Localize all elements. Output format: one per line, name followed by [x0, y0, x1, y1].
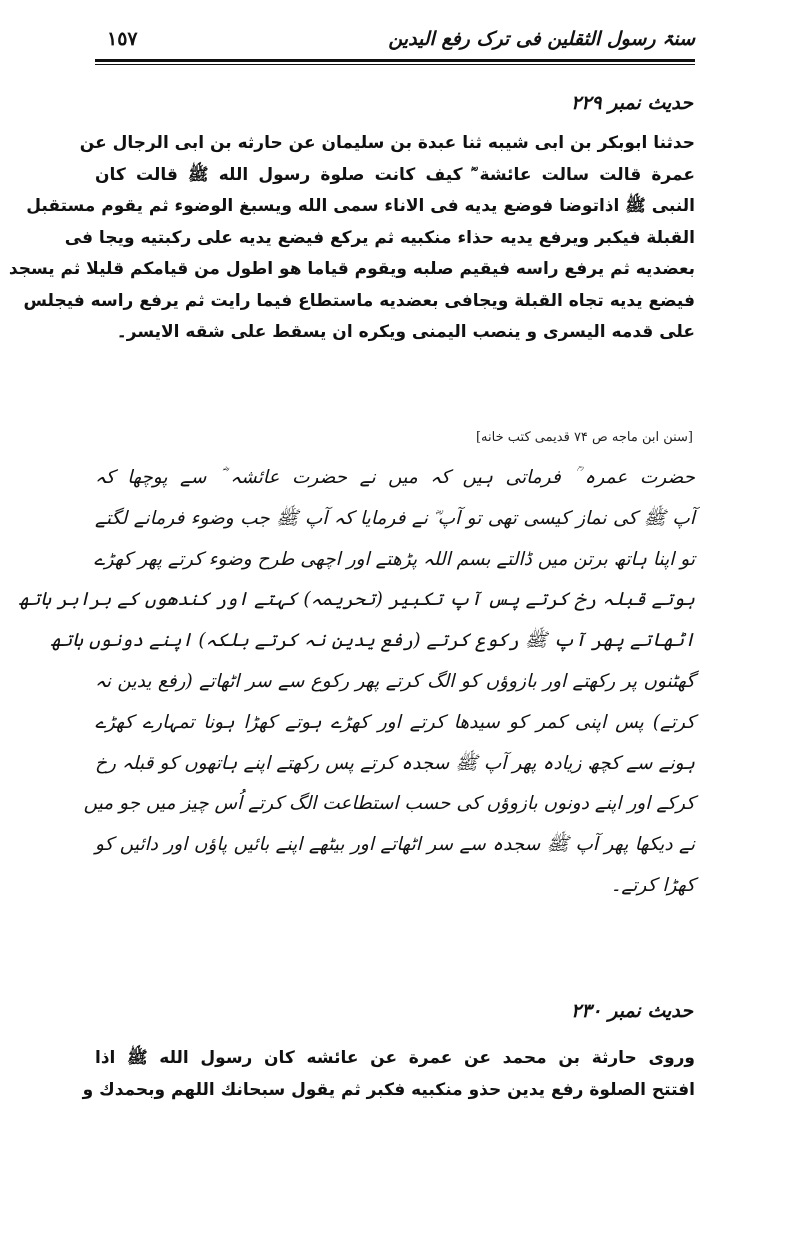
header-rule-thin [95, 64, 695, 65]
header-rule-thick [95, 59, 695, 62]
arabic-line: حدثنا ابوبکر بن ابی شیبه ثنا عبدة بن سليمان عن حارثه بن ابی الرجال عن [79, 133, 695, 153]
hadith-229-arabic-text [8, 128, 695, 349]
source-reference: [سنن ابن ماجه ص ۷۴ قدیمی کتب خانه] [475, 430, 693, 445]
hadith-229-heading: حدیث نمبر ۲۲۹ [570, 92, 693, 114]
running-title: سنۃ رسول الثقلین فی ترک رفع الیدین [388, 28, 695, 50]
urdu-line: کرتے) پس اپنی کمر کو سیدھا کرتے اور کھڑے ہوتے کھڑا ہونا تمہارے کھڑے [95, 711, 695, 733]
arabic-line: النبی ﷺ اذاتوضا فوضع یدیه فی الاناء سمی الله ویسبغ الوضوء ثم یقوم مستقبل [26, 196, 695, 216]
urdu-line: ہونے سے کچھ زیادہ پھر آپ ﷺ سجدہ کرتے پس رکھتے اپنے ہاتھوں کو قبلہ رخ [95, 752, 695, 774]
page-number: ١٥٧ [107, 28, 138, 50]
page-header [95, 26, 695, 56]
hadith-230-arabic-text [82, 1043, 695, 1106]
urdu-line: ہوتے قبلہ رخ کرتے پس آپ تکبیر (تحریمہ) کہتے اور کندھوں کے برابر ہاتھ [18, 589, 695, 611]
hadith-230-heading: حدیث نمبر ۲۳۰ [570, 1000, 693, 1022]
urdu-line: کرکے اور اپنے دونوں بازوؤں کی حسب استطاعت الگ کرتے اُس چیز میں جو میں [83, 793, 695, 815]
arabic-line: عمرة قالت سالت عائشة ؓ كيف كانت صلوة رسول الله ﷺ قالت كان [95, 164, 695, 185]
urdu-line: کھڑا کرتے۔ [610, 874, 695, 896]
urdu-line: آپ ﷺ کی نماز کیسی تھی تو آپ ؓ نے فرمایا کہ آپ ﷺ جب وضوء فرمانے لگتے [95, 507, 695, 529]
urdu-line: تو اپنا ہاتھ برتن میں ڈالتے بسم اللہ پڑھتے اور اچھی طرح وضوء کرتے پھر کھڑے [93, 548, 695, 570]
urdu-line: گھٹنوں پر رکھتے اور بازوؤں کو الگ کرتے پھر رکوع سے سر اٹھاتے (رفع یدین نہ [95, 670, 695, 692]
arabic-line: القبلة فيكبر ويرفع يديه حذاء منكبيه ثم يركع فيضع يديه على ركبتيه ويجا فی [64, 227, 695, 248]
arabic-line: على قدمه اليسرى و ينصب اليمنى ويكره ان يسقط على شقه الايسر۔ [116, 322, 695, 342]
hadith-229-urdu-translation [18, 458, 695, 907]
urdu-line: حضرت عمرہ ؒ فرماتی ہیں کہ میں نے حضرت عائشہ ؓ سے پوچھا کہ [95, 467, 695, 488]
arabic-line: وروی حارثة بن محمد عن عمرة عن عائشه كان رسول الله ﷺ اذا [95, 1048, 695, 1068]
urdu-line: اٹھاتے پھر آپ ﷺ رکوع کرتے (رفع یدین نہ کرتے بلکہ) اپنے دونوں ہاتھ [50, 630, 695, 652]
arabic-line: افتتح الصلوة رفع يدين حذو منكبيه فكبر ثم يقول سبحانك اللهم وبحمدك و [82, 1079, 695, 1100]
arabic-line: بعضديه ثم يرفع راسه فيقيم صلبه ويقوم قياما هو اطول من قيامكم قليلا ثم يسجد [8, 259, 695, 279]
urdu-line: نے دیکھا پھر آپ ﷺ سجدہ سے سر اٹھاتے اور بیٹھے اپنے بائیں پاؤں اور دائیں کو [95, 834, 695, 856]
arabic-line: فيضع يديه تجاه القبلة ويجافی بعضديه ماستطاع فيما رايت ثم يرفع راسه فيجلس [23, 290, 695, 311]
